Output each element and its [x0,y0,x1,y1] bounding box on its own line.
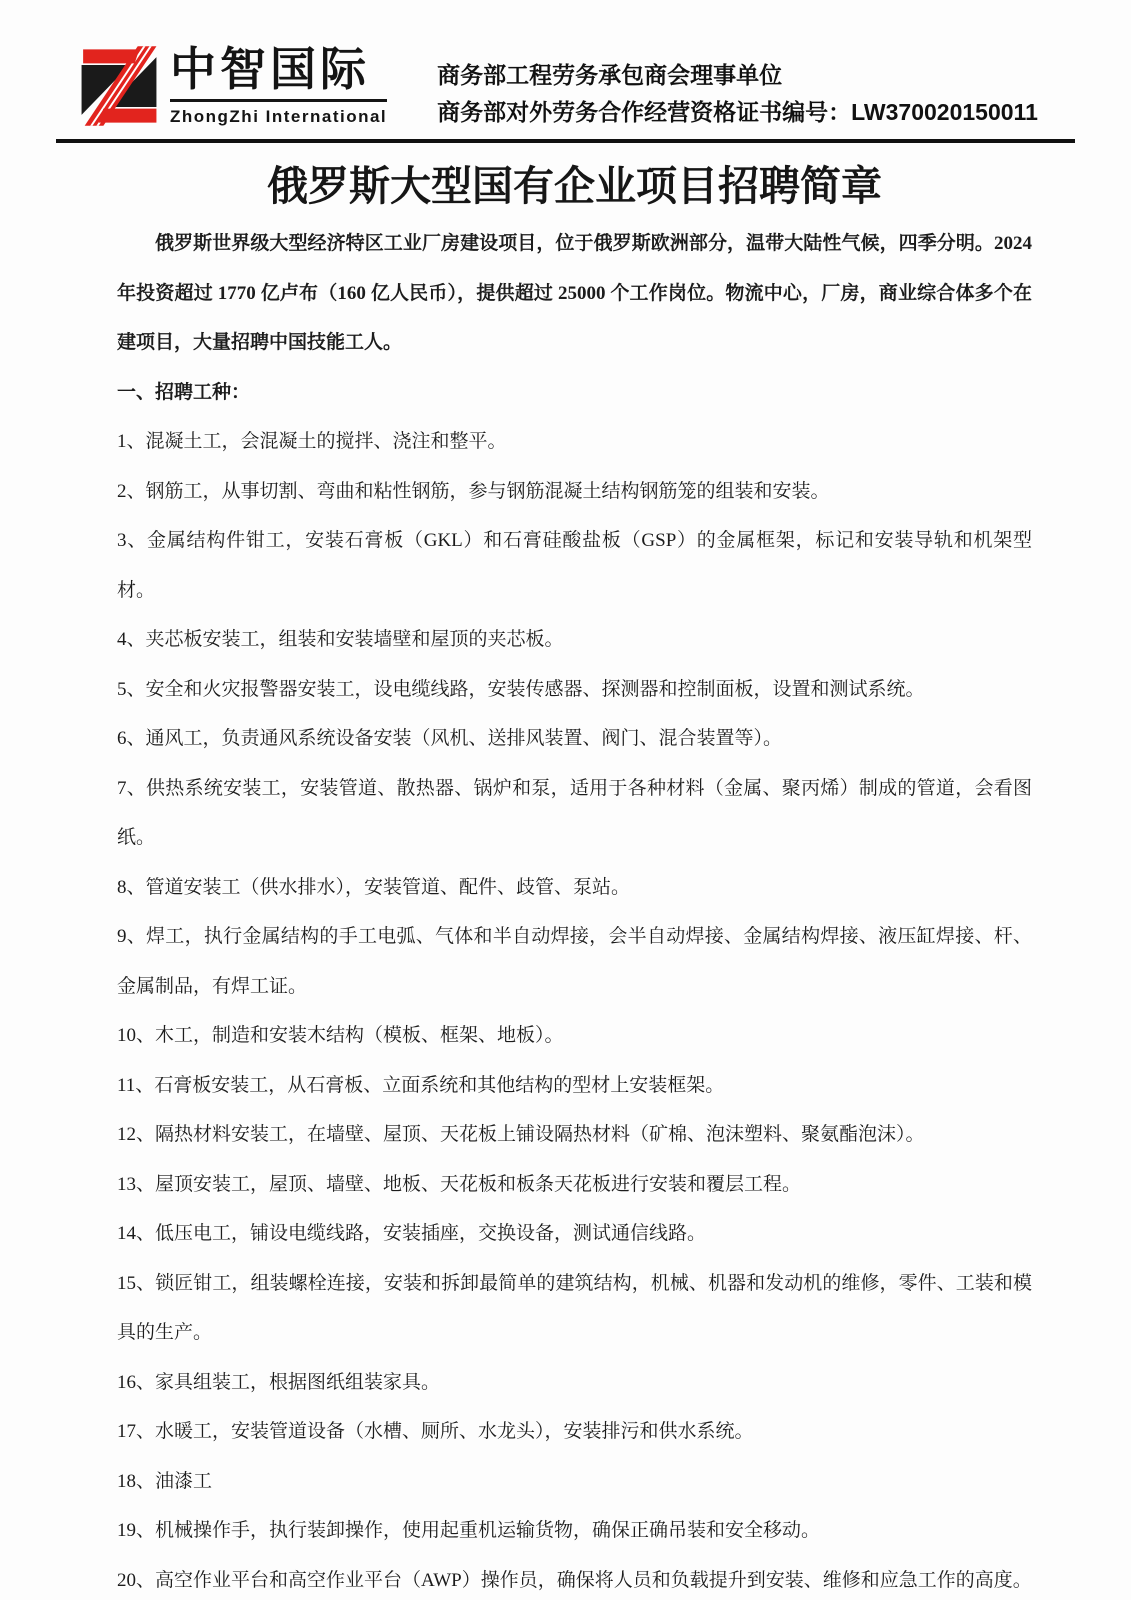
section-heading: 一、招聘工种： [117,368,1032,418]
job-item-12: 12、隔热材料安装工，在墙壁、屋顶、天花板上铺设隔热材料（矿棉、泡沫塑料、聚氨酯泡沫）。 [117,1110,1032,1160]
job-item-9: 9、焊工，执行金属结构的手工电弧、气体和半自动焊接，会半自动焊接、金属结构焊接、液压缸焊接、杆、金属制品，有焊工证。 [117,912,1032,1011]
job-item-6: 6、通风工，负责通风系统设备安装（风机、送排风装置、阀门、混合装置等）。 [117,714,1032,764]
job-item-2: 2、钢筋工，从事切割、弯曲和粘性钢筋，参与钢筋混凝土结构钢筋笼的组装和安装。 [117,467,1032,517]
brand-name-en: ZhongZhi International [170,107,387,127]
job-item-16: 16、家具组装工，根据图纸组装家具。 [117,1358,1032,1408]
job-item-8: 8、管道安装工（供水排水），安装管道、配件、歧管、泵站。 [117,863,1032,913]
job-item-17: 17、水暖工，安装管道设备（水槽、厕所、水龙头），安装排污和供水系统。 [117,1407,1032,1457]
credential-line-2-label: 商务部对外劳务合作经营资格证书编号： [437,100,851,125]
page-title: 俄罗斯大型国有企业项目招聘简章 [117,157,1032,215]
job-item-5: 5、安全和火灾报警器安装工，设电缆线路，安装传感器、探测器和控制面板，设置和测试系统。 [117,665,1032,715]
credential-line-1: 商务部工程劳务承包商会理事单位 [437,58,1038,94]
intro-paragraph: 俄罗斯世界级大型经济特区工业厂房建设项目，位于俄罗斯欧洲部分，温带大陆性气候，四季分明。2024 年投资超过 1770 亿卢布（160 亿人民币），提供超过 25000 个工作岗位。物流中心，厂房，商业综合体多个在建项目，大量招聘中国技能工人。 [117,219,1032,368]
job-item-20: 20、高空作业平台和高空作业平台（AWP）操作员，确保将人员和负载提升到安装、维修和应急工作的高度。 [117,1556,1032,1605]
credential-line-2 [437,94,1038,131]
brand-name-cn: 中智国际 [170,44,387,102]
credential-license-number: LW370020150011 [851,99,1038,125]
zhongzhi-z-icon [80,44,158,128]
job-item-4: 4、夹芯板安装工，组装和安装墙壁和屋顶的夹芯板。 [117,615,1032,665]
credential-lines [437,44,1038,131]
job-item-14: 14、低压电工，铺设电缆线路，安装插座，交换设备，测试通信线路。 [117,1209,1032,1259]
job-item-1: 1、混凝土工，会混凝土的搅拌、浇注和整平。 [117,417,1032,467]
job-item-13: 13、屋顶安装工，屋顶、墙壁、地板、天花板和板条天花板进行安装和覆层工程。 [117,1160,1032,1210]
job-item-11: 11、石膏板安装工，从石膏板、立面系统和其他结构的型材上安装框架。 [117,1061,1032,1111]
job-item-10: 10、木工，制造和安装木结构（模板、框架、地板）。 [117,1011,1032,1061]
header-divider [56,139,1075,143]
job-item-15: 15、锁匠钳工，组装螺栓连接，安装和拆卸最简单的建筑结构，机械、机器和发动机的维修，零件、工装和模具的生产。 [117,1259,1032,1358]
document-body [117,157,1032,1605]
job-item-7: 7、供热系统安装工，安装管道、散热器、锅炉和泵，适用于各种材料（金属、聚丙烯）制成的管道，会看图纸。 [117,764,1032,863]
brand-text [170,44,387,127]
job-item-3: 3、金属结构件钳工，安装石膏板（GKL）和石膏硅酸盐板（GSP）的金属框架，标记和安装导轨和机架型材。 [117,516,1032,615]
job-item-19: 19、机械操作手，执行装卸操作，使用起重机运输货物，确保正确吊装和安全移动。 [117,1506,1032,1556]
job-item-18: 18、油漆工 [117,1457,1032,1507]
brand-logo [80,44,387,128]
letterhead [0,0,1131,131]
